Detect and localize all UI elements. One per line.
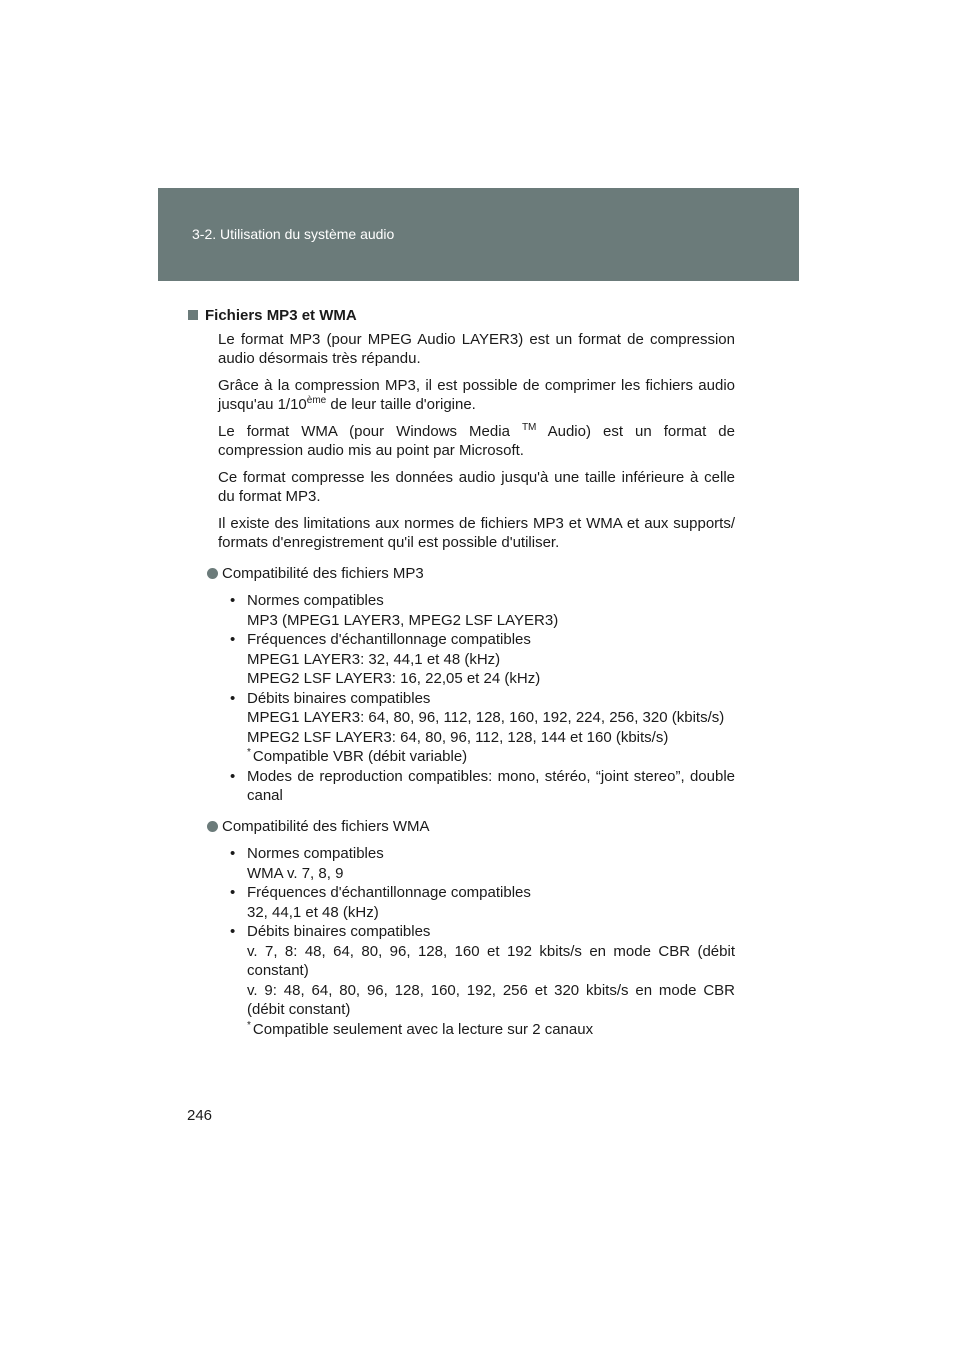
list-item: • Fréquences d'échantillonnage compatibles 32, 44,1 et 48 (kHz): [230, 884, 531, 921]
superscript-tm: TM: [521, 421, 537, 433]
circle-bullet-icon: [207, 821, 218, 832]
section-title: Fichiers MP3 et WMA: [205, 307, 357, 324]
paragraph-wma-compression: Ce format compresse les données audio jusqu'à une taille inférieure à celle du format MP3.: [218, 468, 735, 505]
paragraph-mp3-compression: Grâce à la compression MP3, il est possible de comprimer les fichiers audio jusqu'au 1/10ème de leur taille d'origine.: [218, 376, 735, 413]
paragraph-limitations: Il existe des limitations aux normes de fichiers MP3 et WMA et aux supports/ formats d'enregistrement qu'il est possible d'utiliser.: [218, 514, 735, 551]
circle-bullet-icon: [207, 568, 218, 579]
list-item: • Normes compatibles MP3 (MPEG1 LAYER3, MPEG2 LSF LAYER3): [230, 592, 559, 629]
section-heading: [188, 306, 735, 326]
mp3-compat-heading: Compatibilité des fichiers MP3: [203, 564, 735, 584]
asterisk-icon: *: [247, 1019, 251, 1031]
chapter-title: 3-2. Utilisation du système audio: [192, 226, 395, 242]
list-item: • Débits binaires compatibles MPEG1 LAYER3: 64, 80, 96, 112, 128, 160, 192, 224, 256, 320 (kbits/s) MPEG2 LSF LAYER3: 64, 80, 96, 112, 128, 144 et 160 (kbits/s) * Compatible VBR (débit variable): [230, 689, 735, 767]
list-item: • Débits binaires compatibles v. 7, 8: 48, 64, 80, 96, 128, 160 et 192 kbits/s en mode CBR (débit constant) v. 9: 48, 64, 80, 96, 128, 160, 192, 256 et 320 kbits/s en mode CBR (débit constant) * Compatible seulement avec la lecture sur 2 canaux: [230, 923, 735, 1038]
asterisk-icon: *: [247, 747, 251, 758]
footnote: * Compatible VBR (débit variable): [247, 747, 468, 765]
list-item: • Fréquences d'échantillonnage compatibles MPEG1 LAYER3: 32, 44,1 et 48 (kHz) MPEG2 LSF LAYER3: 16, 22,05 et 24 (kHz): [230, 631, 541, 687]
paragraph-wma-intro: Le format WMA (pour Windows Media ™ Audio) est un format de compression audio mis au point par Microsoft.: [218, 421, 735, 459]
mp3-compat-list: [230, 591, 735, 806]
bullet-icon: •: [230, 689, 236, 707]
footnote: * Compatible seulement avec la lecture sur 2 canaux: [247, 1019, 594, 1038]
paragraph-mp3-intro: Le format MP3 (pour MPEG Audio LAYER3) est un format de compression audio désormais très répandu.: [218, 330, 735, 367]
bullet-icon: •: [230, 923, 236, 940]
chapter-header-bar: [158, 188, 799, 281]
wma-compat-heading: Compatibilité des fichiers WMA: [203, 817, 735, 837]
list-item: • Normes compatibles WMA v. 7, 8, 9: [230, 845, 384, 882]
superscript-eme: ème: [306, 395, 327, 406]
list-item: • Modes de reproduction compatibles: mono, stéréo, “joint stereo”, double canal: [230, 767, 735, 804]
wma-compat-list: [230, 844, 735, 1039]
square-bullet-icon: [188, 310, 198, 320]
bullet-icon: •: [230, 631, 236, 648]
bullet-icon: •: [230, 767, 236, 785]
bullet-icon: •: [230, 592, 236, 609]
bullet-icon: •: [230, 845, 236, 862]
page-content: [203, 306, 735, 1048]
bullet-icon: •: [230, 884, 236, 901]
page-number: 246: [187, 1107, 213, 1124]
